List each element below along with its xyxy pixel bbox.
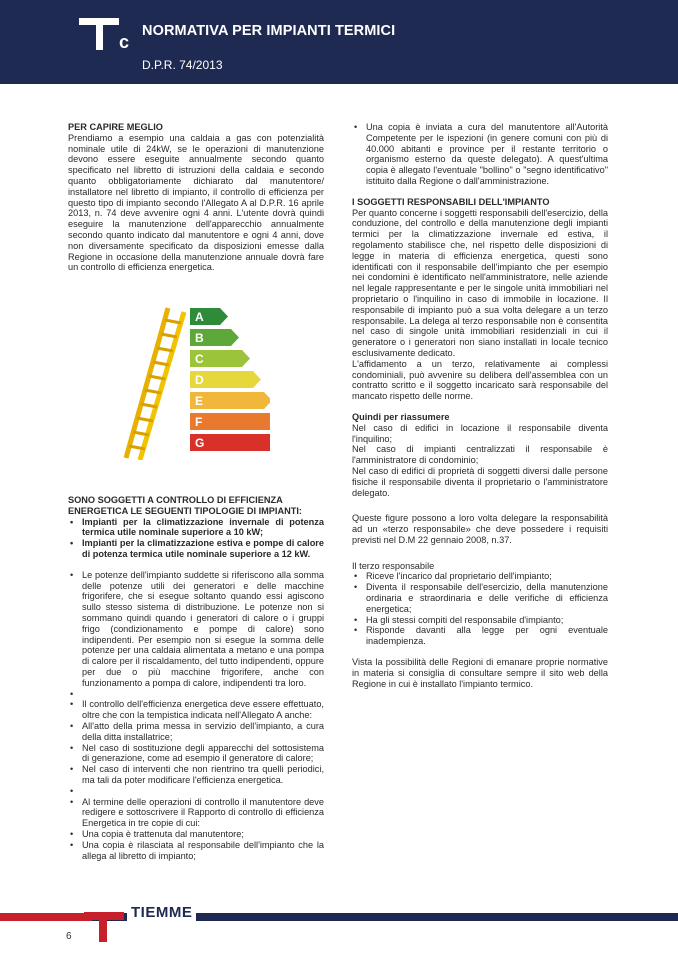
page-subtitle: D.P.R. 74/2013 bbox=[142, 58, 223, 72]
footer-brand: TIEMME bbox=[127, 905, 196, 921]
list-item: • Risponde davanti alla legge per ogni eventuale inadempienza. bbox=[366, 625, 608, 647]
paragraph: Vista la possibilità delle Regioni di emanare proprie normative in materia si consiglia di consultare sempre il sito web della Regione in cui è installato l'impianto termico. bbox=[352, 657, 608, 689]
bullet-list bbox=[352, 571, 608, 647]
energy-class-label: E bbox=[195, 394, 204, 408]
section-title: PER CAPIRE MEGLIO bbox=[68, 122, 163, 132]
section-title: Quindi per riassumere bbox=[352, 411, 450, 422]
paragraph: Per quanto concerne i soggetti responsabili dell'esercizio, della conduzione, del controllo e della manutenzione degli impianti termici per la climatizzazione invernale ed estiva, il regolamento stabilisce che, nel rispetto delle disposizioni di legge in materia di efficienza energetica, questi sono identificati con il responsabile dell'impianto che per esempio nei condomini è identificato nell'amministratore, nelle aziende nel legale rappresentante e per le singole unità immobiliari nel proprietario o l'inquilino in caso di immobile in locazione. Il responsabile di impianto può a sua volta delegare a un terzo responsabile. La delega al terzo responsabile non è consentita nel caso di singole unità immobiliari residenziali in cui il generatore o i generatori non siano installati in locale tecnico esclusivamente dedicato. bbox=[352, 207, 608, 358]
list-item: • Riceve l'incarico dal proprietario dell'impianto; bbox=[366, 571, 608, 582]
energy-class-label: A bbox=[195, 310, 204, 324]
energy-class-label: D bbox=[195, 373, 204, 387]
bullet-list bbox=[352, 122, 608, 187]
energy-class-label: G bbox=[195, 436, 205, 450]
paragraph: Queste figure possono a loro volta delegare la responsabilità ad un «terzo responsabile» che deve possedere i requisiti previsti nel D.M 22 gennaio 2008, n.37. bbox=[352, 513, 608, 545]
paragraph: Nel caso di edifici di proprietà di soggetti diversi dalle persone fisiche il responsabile diventa il proprietario o l'amministratore delegato. bbox=[352, 465, 608, 498]
left-column-top bbox=[68, 122, 324, 273]
paragraph: Nel caso di impianti centralizzati il responsabile è l'amministratore di condominio; bbox=[352, 444, 608, 466]
energy-class-label: F bbox=[195, 415, 203, 429]
list-item: • Ha gli stessi compiti del responsabile d'impianto; bbox=[366, 615, 608, 626]
list-item: • Una copia è trattenuta dal manutentore; bbox=[82, 829, 324, 840]
list-item bbox=[82, 786, 324, 797]
page-title: NORMATIVA PER IMPIANTI TERMICI bbox=[142, 23, 396, 39]
list-item: • Le potenze dell'impianto suddette si riferiscono alla somma delle potenze utili dei generatori e delle macchine frigorifere, che si esegue soltanto quando essi agiscono sullo stesso sistema di distribuzione. Le potenze non si sommano quindi quando i generatori di calore o i gruppi frigo (condizionamento e pompe di calore) sono indipendenti. Per esempio non si esegue la somma delle potenze per una caldaia alimentata a metano e una pompa di calore per il riscaldamento, del tutto indipendenti, oppure per due o più macchine frigorifere, anche con funzionamento a pompa di calore, indipendenti tra loro. bbox=[82, 570, 324, 689]
page-header bbox=[0, 0, 678, 84]
tiemme-logo-icon bbox=[84, 902, 124, 942]
list-item: • Nel caso di interventi che non rientrino tra quelli periodici, ma tali da poter modificare l'efficienza energetica. bbox=[82, 764, 324, 786]
list-item: • Nel caso di sostituzione degli apparecchi del sottosistema di generazione, come ad esempio il generatore di calore; bbox=[82, 743, 324, 765]
bullet-list bbox=[68, 517, 324, 560]
paragraph: L'affidamento a un terzo, relativamente ai complessi condominiali, può avvenire su delibera dell'assemblea con un contratto scritto e il soggetto incaricato sarà responsabile del mancato rispetto delle norme. bbox=[352, 358, 608, 402]
ladder-icon bbox=[126, 308, 184, 460]
energy-class-label: C bbox=[195, 352, 204, 366]
list-item: • Una copia è rilasciata al responsabile dell'impianto che la allega al libretto di impianto; bbox=[82, 840, 324, 862]
brand-logo-icon bbox=[79, 16, 133, 50]
section-title: I SOGGETTI RESPONSABILI DELL'IMPIANTO bbox=[352, 196, 550, 207]
left-column-bottom bbox=[68, 495, 324, 861]
list-item: • Una copia è inviata a cura del manutentore all'Autorità Competente per le ispezioni (in genere comuni con più di 40.000 abitanti e province per il restante territorio o organismo esterno da queste delegato). A quest'ultima copia è allegato l'eventuale "bollino" o "segno identificativo" istituito dalla Regione o dall'amministrazione. bbox=[366, 122, 608, 187]
page-number: 6 bbox=[66, 931, 72, 942]
footer-accent bbox=[0, 913, 92, 921]
energy-class-label: B bbox=[195, 331, 204, 345]
list-item: • Impianti per la climatizzazione estiva e pompe di calore di potenza termica utile nominale superiore a 12 kW. bbox=[82, 538, 324, 560]
paragraph: Prendiamo a esempio una caldaia a gas con potenzialità nominale utile di 24kW, se le operazioni di manutenzione devono essere eseguite annualmente secondo quanto specificato nel libretto di istruzioni della caldaia e secondo quanto obbligatoriamente dichiarato dal manutentore/ installatore nel libretto di impianto, il controllo di efficienza per questo tipo di impianto secondo l'Allegato A al D.P.R. 16 aprile 2013, n. 74 deve avvenire ogni 4 anni. L'utente dovrà quindi eseguire la manutenzione dell'apparecchio annualmente secondo quanto indicato dal manutentore e ogni 4 anni, dove non diversamente specificato da disposizioni emesse dalla Regione in occasione della manutenzione annuale dovrà fare un controllo di efficienza energetica. bbox=[68, 132, 324, 273]
svg-text:c: c bbox=[119, 32, 130, 50]
list-item bbox=[82, 689, 324, 700]
list-item: • Al termine delle operazioni di controllo il manutentore deve redigere e sottoscrivere il Rapporto di controllo di efficienza Energetica in tre copie di cui: bbox=[82, 797, 324, 829]
bullet-list bbox=[68, 570, 324, 862]
paragraph: Nel caso di edifici in locazione il responsabile diventa l'inquilino; bbox=[352, 422, 608, 444]
energy-ladder-illustration bbox=[120, 300, 270, 460]
right-column bbox=[352, 122, 608, 689]
list-item: • Impianti per la climatizzazione invernale di potenza termica utile nominale superiore a 10 kW; bbox=[82, 517, 324, 539]
section-title: SONO SOGGETTI A CONTROLLO DI EFFICIENZA ENERGETICA LE SEGUENTI TIPOLOGIE DI IMPIANTI: bbox=[68, 495, 302, 516]
list-item: • Diventa il responsabile dell'esercizio, della manutenzione ordinaria e straordinaria e delle verifiche di efficienza energetica; bbox=[366, 582, 608, 614]
list-item: • Il controllo dell'efficienza energetica deve essere effettuato, oltre che con la tempistica indicata nell'Allegato A anche: bbox=[82, 699, 324, 721]
list-item: • All'atto della prima messa in servizio dell'impianto, a cura della ditta installatrice; bbox=[82, 721, 324, 743]
section-title: Il terzo responsabile bbox=[352, 560, 435, 571]
